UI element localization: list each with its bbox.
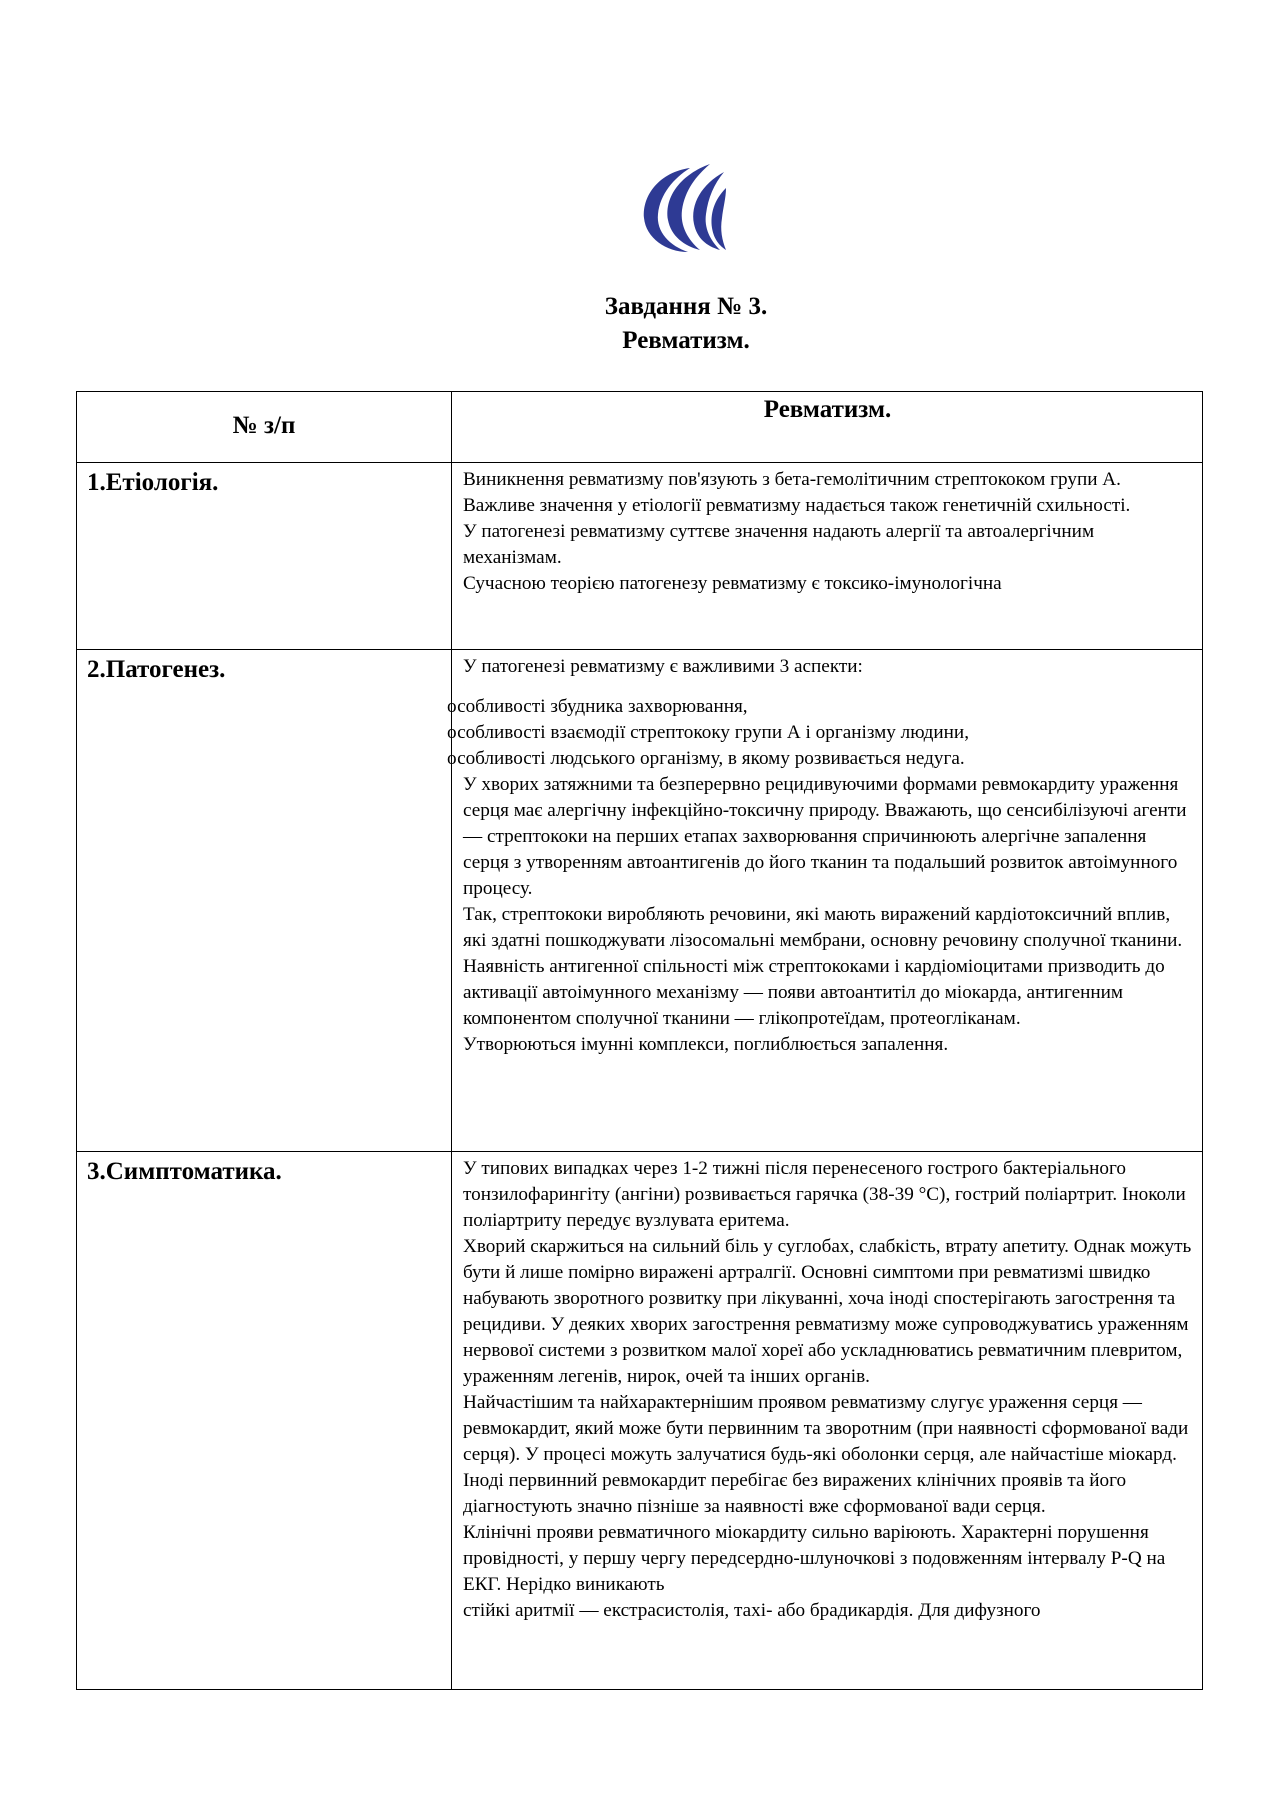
row-divider	[77, 462, 1202, 463]
row-label-etiology: 1.Етіологія.	[87, 469, 219, 496]
paragraph: Хворий скаржиться на сильний біль у суглобах, слабкість, втрату апетиту. Однак можуть бути й лише помірно виражені артралгії. Основні симптоми при ревматизмі швидко набувають зворотного розвитку при лікуванні, хоча іноді спостерігають загострення та рецидиви. У деяких хворих загострення ревматизму може супроводжуватись ураженням нервової системи з розвитком малої хореї або ускладнюватись ревматичним плевритом, ураженням легенів, нирок, очей та інших органів.	[463, 1236, 1192, 1387]
paragraph: Так, стрептококи виробляють речовини, які мають виражений кардіотоксичний вплив, які здатні пошкоджувати лізосомальні мембрани, основну речовину сполучної тканини. Наявність антигенної спільності між стрептококами і кардіоміоцитами призводить до активації автоімунного механізму — появи автоантитіл до міокарда, антигенним компонентом сполучної тканини — глікопротеїдам, протеогліканам.	[463, 904, 1183, 1029]
list-item: особливості збудника захворювання,	[447, 696, 748, 717]
column-divider	[451, 392, 452, 1689]
row-label-symptoms: 3.Симптоматика.	[87, 1158, 282, 1185]
paragraph: Утворюються імунні комплекси, поглиблюється запалення.	[463, 1034, 949, 1055]
paragraph: У хворих затяжними та безперервно рецидивуючими формами ревмокардиту ураження серця має алергічну інфекційно-токсичну природу. Вважають, що сенсибілізуючі агенти — стрептококи на перших етапах захворювання спричинюють алергічне запалення серця з утворенням автоантигенів до його тканин та подальший розвиток автоімунного процесу.	[463, 774, 1187, 899]
content-table	[76, 391, 1203, 1690]
row-divider	[77, 1151, 1202, 1152]
list-item: особливості взаємодії стрептококу групи А і організму людини,	[447, 722, 969, 743]
wave-emblem-icon	[640, 160, 730, 255]
row-divider	[77, 649, 1202, 650]
page-subtitle: Ревматизм.	[622, 327, 750, 354]
row-content-etiology	[463, 467, 1193, 597]
paragraph: Найчастішим та найхарактернішим проявом ревматизму слугує ураження серця — ревмокардит, який може бути первинним та зворотним (при наявності сформованої вади серця). У процесі можуть залучатися будь-які оболонки серця, але найчастіше міокард. Іноді первинний ревмокардит перебігає без виражених клінічних проявів та його діагностують значно пізніше за наявності вже сформованої вади серця.	[463, 1392, 1189, 1517]
paragraph: У патогенезі ревматизму є важливими 3 аспекти:	[463, 656, 863, 677]
paragraph: Виникнення ревматизму пов'язують з бета-гемолітичним стрептококом групи А. Важливе значення у етіології ревматизму надається також генетичній схильності.	[463, 469, 1131, 516]
header-topic: Ревматизм.	[763, 396, 892, 423]
list-item: особливості людського організму, в якому розвивається недуга.	[447, 748, 965, 769]
paragraph: стійкі аритмії — екстрасистолія, тахі- або брадикардія. Для дифузного	[463, 1600, 1041, 1621]
row-label-pathogenesis: 2.Патогенез.	[87, 656, 226, 683]
paragraph: У патогенезі ревматизму суттєве значення надають алергії та автоалергічним механізмам.	[463, 521, 1095, 568]
row-content-symptoms	[463, 1156, 1193, 1624]
page-title: Завдання № 3.	[604, 293, 768, 320]
paragraph: У типових випадках через 1-2 тижні після перенесеного гострого бактеріального тонзилофарингіту (ангіни) розвивається гарячка (38-39 °C), гострий поліартрит. Іноколи поліартриту передує вузлувата еритема.	[463, 1158, 1186, 1231]
row-content-pathogenesis	[447, 654, 1193, 1058]
paragraph: Сучасною теорією патогенезу ревматизму є токсико-імунологічна	[463, 573, 1002, 594]
header-number: № з/п	[232, 412, 296, 439]
paragraph: Клінічні прояви ревматичного міокардиту сильно варіюють. Характерні порушення провідності, у першу чергу передсердно-шлуночкові з подовженням інтервалу P-Q на ЕКГ. Нерідко виникають	[463, 1522, 1166, 1595]
